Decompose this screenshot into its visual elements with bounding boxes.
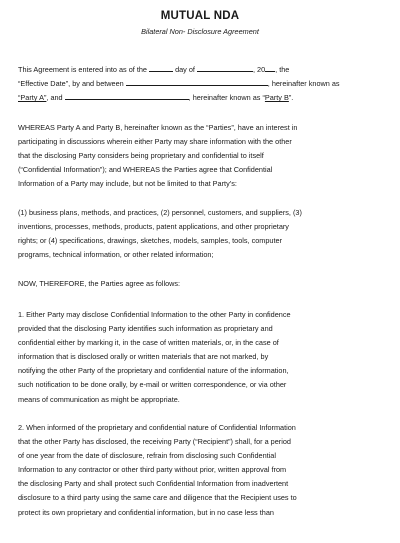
whereas-line: (“Confidential Information”); and WHEREAS the Parties agree that Confidential — [18, 165, 273, 175]
list-line: rights; or (4) specifications, drawings, sketches, models, samples, tools, computer — [18, 236, 283, 246]
blank-day[interactable] — [149, 62, 173, 72]
clause-2-line: Information to any contractor or other third party without prior, written approval from — [18, 465, 287, 475]
clause-2 — [18, 421, 374, 520]
document-subtitle: Bilateral Non- Disclosure Agreement — [141, 27, 259, 36]
clause-1-line: means of communication as might be appropriate. — [18, 394, 180, 404]
clause-2-line: the disclosing Party and shall protect such Confidential Information from inadvertent — [18, 479, 289, 489]
clause-1-line: such notification to be done orally, by e-mail or written correspondence, or via other — [18, 380, 287, 390]
intro-line-3: “Party A”, and , hereinafter known as “Party B”. — [18, 90, 374, 104]
clause-1-line: provided that the disclosing Party identifies such information as proprietary and — [18, 324, 273, 334]
whereas-line: participating in discussions wherein either Party may share information with the other — [18, 137, 292, 147]
clause-1-line: information that is disclosed orally or written materials that are not marked, by — [18, 352, 269, 362]
confidential-info-list — [18, 206, 374, 262]
list-line: inventions, processes, methods, products, patent applications, and other proprietary — [18, 222, 289, 232]
therefore-paragraph: NOW, THEREFORE, the Parties agree as follows: — [18, 279, 181, 288]
clause-2-line: that the other Party has disclosed, the receiving Party (“Recipient”) shall, for a period — [18, 437, 291, 447]
clause-1-line: notifying the other Party of the proprietary and confidential nature of the information, — [18, 366, 289, 376]
intro-line-1: This Agreement is entered into as of the day of , 20 , the — [18, 62, 374, 76]
blank-party-b-name[interactable] — [65, 90, 189, 100]
clause-1 — [18, 308, 374, 407]
whereas-line: WHEREAS Party A and Party B, hereinafter known as the “Parties”, have an interest in — [18, 123, 298, 132]
blank-month[interactable] — [197, 62, 253, 72]
document-title: MUTUAL NDA — [160, 10, 240, 22]
clause-2-line: protect its own proprietary and confidential information, but in no case less than — [18, 507, 274, 517]
clause-2-line: 2. When informed of the proprietary and confidential nature of Confidential Information — [18, 423, 296, 432]
clause-2-line: of one year from the date of disclosure, refrain from disclosing such Confidential — [18, 451, 276, 461]
list-line: programs, technical information, or other related information; — [18, 250, 214, 260]
whereas-line: Information of a Party may include, but not be limited to that Party’s: — [18, 179, 237, 189]
intro-line-2: “Effective Date”, by and between , hereinafter known as — [18, 76, 374, 90]
whereas-line: that the disclosing Party considers being proprietary and confidential to itself — [18, 151, 264, 161]
list-line: (1) business plans, methods, and practices, (2) personnel, customers, and suppliers, (3) — [18, 208, 302, 217]
blank-party-a-name[interactable] — [126, 76, 268, 86]
whereas-paragraph — [18, 121, 374, 191]
clause-1-line: confidential either by marking it, in the case of written materials, or, in the case of — [18, 338, 279, 348]
blank-year[interactable] — [265, 62, 275, 72]
intro-paragraph — [18, 62, 374, 104]
clause-2-line: disclosure to a third party using the same care and diligence that the Recipient uses to — [18, 493, 297, 503]
clause-1-line: 1. Either Party may disclose Confidential Information to the other Party in confidence — [18, 310, 291, 319]
